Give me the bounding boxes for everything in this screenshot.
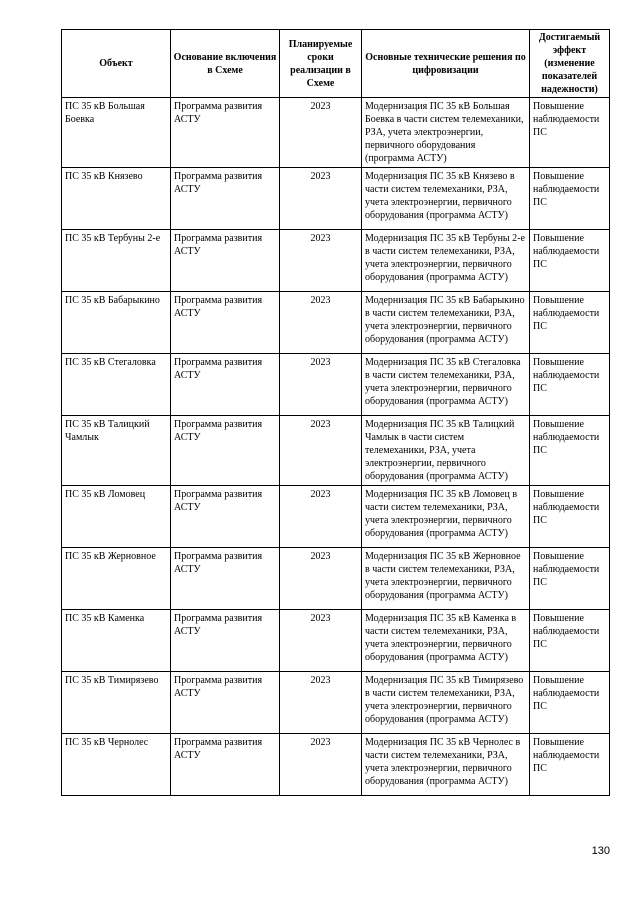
cell-object: ПС 35 кВ Чернолес (62, 734, 171, 796)
table-header-row (62, 30, 610, 98)
cell-effect: Повышение наблюдаемости ПС (530, 548, 610, 610)
cell-object: ПС 35 кВ Талицкий Чамлык (62, 416, 171, 486)
cell-year: 2023 (280, 292, 362, 354)
cell-year: 2023 (280, 734, 362, 796)
cell-year: 2023 (280, 610, 362, 672)
header-effect: Достигаемый эффект (изменение показателей надежности) (530, 30, 610, 98)
cell-basis: Программа развития АСТУ (171, 230, 280, 292)
cell-year: 2023 (280, 168, 362, 230)
cell-year: 2023 (280, 548, 362, 610)
cell-object: ПС 35 кВ Тимирязево (62, 672, 171, 734)
table-row (62, 354, 610, 416)
cell-year: 2023 (280, 230, 362, 292)
header-basis: Основание включения в Схеме (171, 30, 280, 98)
cell-effect: Повышение наблюдаемости ПС (530, 486, 610, 548)
table-row (62, 292, 610, 354)
cell-solution: Модернизация ПС 35 кВ Талицкий Чамлык в части систем телемеханики, РЗА, учета электроэнергии, первичного оборудования (программа АСТУ) (362, 416, 530, 486)
cell-basis: Программа развития АСТУ (171, 354, 280, 416)
cell-solution: Модернизация ПС 35 кВ Стегаловка в части систем телемеханики, РЗА, учета электроэнергии, первичного оборудования (программа АСТУ) (362, 354, 530, 416)
cell-solution: Модернизация ПС 35 кВ Жерновное в части систем телемеханики, РЗА, учета электроэнергии, первичного оборудования (программа АСТУ) (362, 548, 530, 610)
table-row (62, 610, 610, 672)
cell-object: ПС 35 кВ Стегаловка (62, 354, 171, 416)
cell-basis: Программа развития АСТУ (171, 486, 280, 548)
cell-basis: Программа развития АСТУ (171, 672, 280, 734)
header-object: Объект (62, 30, 171, 98)
cell-solution: Модернизация ПС 35 кВ Тербуны 2-е в части систем телемеханики, РЗА, учета электроэнергии, первичного оборудования (программа АСТУ) (362, 230, 530, 292)
table-row (62, 168, 610, 230)
cell-solution: Модернизация ПС 35 кВ Большая Боевка в части систем телемеханики, РЗА, учета электроэнергии, первичного оборудования (программа АСТУ) (362, 98, 530, 168)
cell-effect: Повышение наблюдаемости ПС (530, 98, 610, 168)
cell-effect: Повышение наблюдаемости ПС (530, 168, 610, 230)
cell-object: ПС 35 кВ Большая Боевка (62, 98, 171, 168)
cell-object: ПС 35 кВ Князево (62, 168, 171, 230)
table-row (62, 230, 610, 292)
cell-basis: Программа развития АСТУ (171, 548, 280, 610)
cell-object: ПС 35 кВ Жерновное (62, 548, 171, 610)
cell-object: ПС 35 кВ Бабарыкино (62, 292, 171, 354)
cell-solution: Модернизация ПС 35 кВ Бабарыкино в части систем телемеханики, РЗА, учета электроэнергии, первичного оборудования (программа АСТУ) (362, 292, 530, 354)
header-planned-dates: Планируемые сроки реализации в Схеме (280, 30, 362, 98)
cell-year: 2023 (280, 354, 362, 416)
cell-basis: Программа развития АСТУ (171, 98, 280, 168)
cell-effect: Повышение наблюдаемости ПС (530, 354, 610, 416)
cell-basis: Программа развития АСТУ (171, 292, 280, 354)
cell-effect: Повышение наблюдаемости ПС (530, 230, 610, 292)
cell-solution: Модернизация ПС 35 кВ Тимирязево в части систем телемеханики, РЗА, учета электроэнергии, первичного оборудования (программа АСТУ) (362, 672, 530, 734)
cell-year: 2023 (280, 98, 362, 168)
table-row (62, 548, 610, 610)
cell-year: 2023 (280, 416, 362, 486)
cell-solution: Модернизация ПС 35 кВ Чернолес в части систем телемеханики, РЗА, учета электроэнергии, первичного оборудования (программа АСТУ) (362, 734, 530, 796)
cell-effect: Повышение наблюдаемости ПС (530, 672, 610, 734)
cell-effect: Повышение наблюдаемости ПС (530, 416, 610, 486)
cell-object: ПС 35 кВ Ломовец (62, 486, 171, 548)
table-row (62, 734, 610, 796)
digitalization-table (61, 29, 610, 796)
cell-solution: Модернизация ПС 35 кВ Ломовец в части систем телемеханики, РЗА, учета электроэнергии, первичного оборудования (программа АСТУ) (362, 486, 530, 548)
cell-solution: Модернизация ПС 35 кВ Князево в части систем телемеханики, РЗА, учета электроэнергии, первичного оборудования (программа АСТУ) (362, 168, 530, 230)
cell-effect: Повышение наблюдаемости ПС (530, 734, 610, 796)
table-row (62, 416, 610, 486)
table-row (62, 486, 610, 548)
cell-basis: Программа развития АСТУ (171, 610, 280, 672)
cell-basis: Программа развития АСТУ (171, 734, 280, 796)
cell-effect: Повышение наблюдаемости ПС (530, 292, 610, 354)
table-body (62, 98, 610, 796)
cell-basis: Программа развития АСТУ (171, 168, 280, 230)
cell-object: ПС 35 кВ Каменка (62, 610, 171, 672)
cell-year: 2023 (280, 486, 362, 548)
cell-basis: Программа развития АСТУ (171, 416, 280, 486)
cell-solution: Модернизация ПС 35 кВ Каменка в части систем телемеханики, РЗА, учета электроэнергии, первичного оборудования (программа АСТУ) (362, 610, 530, 672)
page-number: 130 (591, 845, 610, 857)
header-technical-solutions: Основные технические решения по цифровизации (362, 30, 530, 98)
cell-object: ПС 35 кВ Тербуны 2-е (62, 230, 171, 292)
cell-effect: Повышение наблюдаемости ПС (530, 610, 610, 672)
table-row (62, 672, 610, 734)
cell-year: 2023 (280, 672, 362, 734)
table-row (62, 98, 610, 168)
